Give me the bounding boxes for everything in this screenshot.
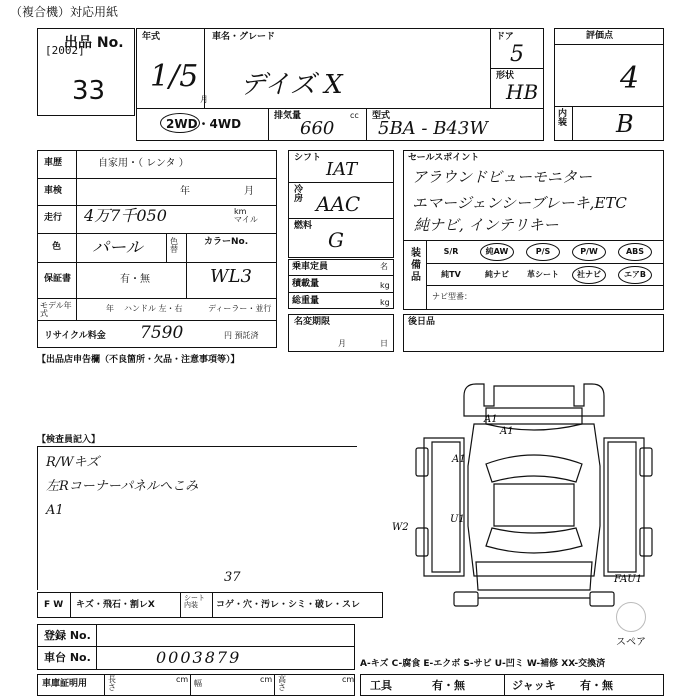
jack-text: 有・無 [580, 679, 613, 692]
model-value: 5BA - B43W [378, 118, 488, 139]
displacement-value: 660 [300, 118, 335, 139]
name-change-month: 月 [338, 339, 346, 348]
color-change-label: 色替 [170, 237, 178, 254]
cert-height: 高さ [278, 675, 286, 692]
fuel-value: G [328, 228, 344, 252]
equipment-check-circle [618, 243, 652, 261]
chassis-label: 車台 No. [44, 651, 91, 664]
model-label: 型式 [372, 111, 391, 121]
weight-label: 総重量 [292, 296, 320, 306]
diagram-mark-a1-top: A1 [500, 426, 514, 437]
chassis-value: 0003879 [156, 648, 242, 667]
cert-label: 車庫証明用 [42, 679, 88, 689]
sales-point-line2: エマージェンシーブレーキ,ETC [412, 194, 627, 212]
year-label: 年式 [142, 32, 161, 42]
capacity-label: 乗車定員 [292, 262, 329, 272]
grade-value: 4 [620, 61, 640, 96]
displacement-unit: cc [350, 111, 359, 120]
warranty-text: 有・無 [120, 274, 150, 285]
equipment-item: ABS [625, 247, 645, 256]
equipment-item: P/S [535, 247, 551, 256]
cert-height-unit: cm [342, 675, 355, 684]
color-label: 色 [52, 242, 62, 252]
equipment-item: 社ナビ [577, 270, 601, 279]
diagram-mark-a1-hood: A1 [484, 414, 498, 425]
inspector-line3: A1 [46, 503, 64, 518]
ac-value: AAC [316, 192, 361, 216]
equipment-check-circle [618, 266, 652, 284]
name-change-label: 名変期限 [294, 317, 331, 327]
shape-label: 形状 [496, 71, 515, 81]
inspector-line2: 左Rコーナーパネルへこみ [46, 479, 199, 494]
recycle-value: 7590 [140, 323, 184, 343]
cert-width: 幅 [194, 679, 202, 688]
car-label: 車名・グレード [212, 32, 276, 42]
tools-text: 有・無 [432, 679, 465, 692]
cert-length: 長さ [108, 675, 116, 692]
diagram-mark-a1-left: A1 [452, 454, 466, 465]
handle-text: ハンドル 左・右 [124, 304, 183, 313]
lot-number: 33 [72, 76, 106, 106]
color-value: パール [92, 238, 143, 258]
diagram-mark-fau1: FAU1 [614, 574, 643, 585]
form-title: （複合機）対応用紙 [10, 5, 119, 19]
lot-label: 出品 No. [64, 35, 124, 51]
recycle-label: リサイクル料金 [44, 331, 106, 341]
model-year-unit: 年 [106, 304, 114, 313]
year-month-unit: 月 [200, 95, 208, 104]
inspection-month: 月 [244, 186, 254, 197]
equipment-check-circle [526, 243, 560, 261]
equipment-check-circle [480, 243, 514, 261]
equipment-label: 装備品 [411, 248, 421, 283]
interior-label: 内装 [558, 109, 568, 128]
sales-point-label: セールスポイント [408, 153, 480, 163]
inspection-year: 年 [180, 186, 190, 197]
equipment-check-circle [572, 266, 606, 284]
warranty-label: 保証書 [44, 274, 72, 284]
spare-label: スペア [616, 637, 646, 648]
fw-items: キズ・飛石・割レX [76, 600, 155, 610]
equipment-check-circle [572, 243, 606, 261]
notes-label: 後日品 [408, 317, 436, 327]
dealer-report-label: 【出品店申告欄（不良箇所・欠品・注意事項等）】 [37, 355, 240, 365]
load-unit: kg [380, 281, 390, 290]
cert-width-unit: cm [260, 675, 273, 684]
shift-label: シフト [294, 153, 322, 163]
weight-unit: kg [380, 298, 390, 307]
equipment-item: 革シート [527, 270, 559, 279]
interior-value: B [616, 110, 634, 138]
equipment-item: 純ナビ [485, 270, 509, 279]
shift-value: IAT [326, 159, 358, 180]
inspector-label: 【検査員記入】 [37, 435, 101, 445]
notes-box [403, 314, 664, 352]
equipment-item: エアB [623, 270, 647, 279]
grade-label: 評価点 [586, 31, 614, 41]
capacity-unit: 名 [380, 262, 388, 271]
cert-length-unit: cm [176, 675, 189, 684]
equipment-item: P/W [580, 247, 598, 256]
displacement-label: 排気量 [274, 111, 302, 121]
recycle-unit: 円 預託済 [224, 331, 259, 340]
tools-label: 工具 [370, 679, 392, 692]
equipment-item: 純AW [485, 247, 509, 256]
mileage-label: 走行 [44, 213, 63, 223]
sales-point-line3: 純ナビ, インテリキー [414, 216, 559, 234]
model-year-label: モデル年式 [40, 301, 72, 318]
jack-label: ジャッキ [512, 679, 556, 692]
history-table [37, 150, 277, 348]
fw-label: F W [44, 600, 64, 610]
history-label: 車歴 [44, 158, 63, 168]
dealer-text: ディーラー・並行 [208, 304, 272, 313]
door-value: 5 [510, 42, 524, 67]
mileage-value: 4万7千050 [84, 206, 167, 225]
inspection-label: 車検 [44, 186, 63, 196]
shape-value: HB [506, 80, 539, 104]
year-value: 1/5 [150, 59, 199, 94]
seat-label: シート内装 [184, 594, 205, 609]
navi-model-label: ナビ型番： [432, 292, 472, 301]
door-label: ドア [496, 32, 514, 42]
seat-items: コゲ・穴・汚レ・シミ・破レ・スレ [216, 600, 361, 610]
ac-label: 冷房 [294, 185, 304, 204]
history-text: 自家用・（ レンタ ） [98, 158, 189, 169]
equipment-item: S/R [443, 247, 459, 256]
diagram-mark-u1-left: U1 [450, 514, 465, 525]
sales-point-line1: アラウンドビューモニター [412, 168, 593, 186]
drive-value: 2WD・4WD [166, 117, 242, 131]
diagram-mark-w2-left: W2 [392, 522, 409, 533]
name-change-day: 日 [380, 339, 388, 348]
inspector-line1: R/Wキズ [46, 455, 100, 470]
fuel-label: 燃料 [294, 221, 313, 231]
lot-small-box: [2002] [45, 44, 85, 57]
car-name: デイズ X [240, 70, 343, 100]
equipment-item: 純TV [441, 270, 461, 279]
damage-legend: A-キズ C-腐食 E-エクボ S-サビ U-凹ミ W-補修 XX-交換済 [360, 659, 606, 669]
car-diagram [392, 376, 664, 626]
registration-label: 登録 No. [44, 629, 91, 642]
fw-note: 37 [224, 570, 241, 585]
colorno-value: WL3 [210, 266, 252, 287]
mileage-unit: km マイル [234, 207, 258, 224]
colorno-label: カラーNo. [204, 237, 249, 247]
load-label: 積載量 [292, 279, 320, 289]
